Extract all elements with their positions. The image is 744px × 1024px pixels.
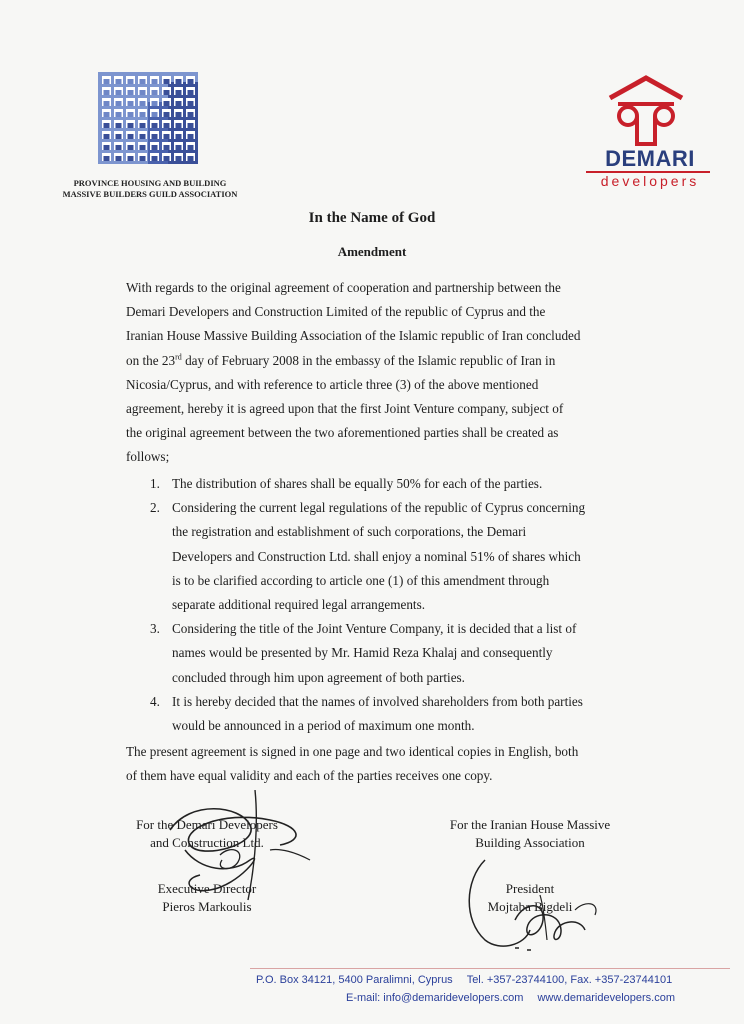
item-line: The distribution of shares shall be equally 50% for each of the parties. [172,476,543,491]
brand-subtitle: developers [600,173,700,189]
logo-window-pane [188,134,194,139]
sig-party-line: and Construction Ltd. [150,835,264,850]
logo-window-pane [128,90,134,95]
document-title: In the Name of God [308,210,436,226]
caption-line-2: MASSIVE BUILDERS GUILD ASSOCIATION [62,189,238,199]
item-line: separate additional required legal arrangements. [172,597,426,613]
logo-window-pane [140,145,146,150]
logo-window-pane [152,156,158,161]
item-number: 2. [150,500,160,516]
item-line: would be announced in a period of maximum one month. [172,718,475,734]
list-item [150,690,630,738]
logo-window-pane [116,156,122,161]
logo-window-pane [176,90,182,95]
logo-window-pane [128,101,134,106]
logo-window-pane [116,90,122,95]
logo-window-pane [188,156,194,161]
housing-association-caption [40,178,260,200]
logo-window-pane [104,112,110,117]
handwritten-signature-right [455,840,615,960]
list-item [150,496,630,617]
logo-window-pane [164,145,170,150]
footer-web-row [346,992,744,1004]
intro-line: agreement, hereby it is agreed upon that the first Joint Venture company, subject of [126,401,564,417]
sig-title: President [505,881,555,896]
logo-window-pane [176,156,182,161]
logo-window-pane [104,123,110,128]
logo-window-pane [116,123,122,128]
logo-window-pane [104,145,110,150]
housing-association-logo [98,72,198,164]
logo-window-pane [176,79,182,84]
logo-window-pane [188,145,194,150]
amendment-items [150,472,630,738]
logo-window-pane [116,79,122,84]
logo-window-pane [164,90,170,95]
logo-window-pane [176,123,182,128]
logo-window-pane [104,79,110,84]
item-line: Developers and Construction Ltd. shall enjoy a nominal 51% of shares which [172,548,581,564]
demari-house-icon [604,74,688,150]
logo-window-pane [164,123,170,128]
footer-divider [250,968,730,969]
sig-party-line: For the Demari Developers [136,817,278,832]
footer-website: www.demaridevelopers.com [537,992,676,1004]
document-subtitle: Amendment [337,244,407,259]
logo-window-pane [140,156,146,161]
intro-date-prefix: on the 23 [126,352,176,368]
intro-line: follows; [126,449,170,465]
closing-line: The present agreement is signed in one page and two identical copies in English, both [126,744,579,759]
footer-phone: Tel. +357-23744100, Fax. +357-23744101 [466,974,673,986]
logo-window-pane [176,112,182,117]
intro-paragraph [126,276,636,470]
logo-window-pane [116,145,122,150]
logo-window-pane [140,112,146,117]
sig-name: Pieros Markoulis [162,899,252,914]
logo-window-pane [152,123,158,128]
item-number: 4. [150,693,160,709]
logo-window-pane [152,134,158,139]
closing-line: of them have equal validity and each of the parties receives one copy. [126,768,493,784]
item-line: Considering the current legal regulations of the republic of Cyprus concerning [172,500,586,516]
closing-paragraph [126,740,636,788]
handwritten-signature-left [130,790,320,910]
logo-window-pane [140,90,146,95]
logo-window-pane [188,90,194,95]
logo-window-pane [128,156,134,161]
logo-window-pane [116,101,122,106]
intro-date-ordinal: rd [175,352,182,362]
logo-window-pane [116,112,122,117]
logo-window-pane [140,134,146,139]
logo-window-pane [188,123,194,128]
logo-window-pane [152,101,158,106]
logo-window-pane [104,134,110,139]
logo-window-pane [152,112,158,117]
item-number: 1. [150,476,160,491]
logo-window-pane [176,145,182,150]
sig-title: Executive Director [157,881,257,896]
logo-window-pane [128,134,134,139]
footer-address: P.O. Box 34121, 5400 Paralimni, Cyprus [256,974,453,986]
logo-window-pane [140,79,146,84]
logo-window-pane [104,101,110,106]
item-line: Considering the title of the Joint Venture Company, it is decided that a list of [172,621,577,637]
intro-line: Demari Developers and Construction Limited of the republic of Cyprus and the [126,304,546,320]
intro-date-suffix: day of February 2008 in the embassy of the Islamic republic of Iran in [181,352,556,368]
logo-window-pane [128,145,134,150]
item-line: the registration and establishment of such corporations, the Demari [172,524,527,540]
item-line: concluded through him upon agreement of both parties. [172,669,465,685]
logo-window-pane [128,112,134,117]
logo-window-pane [164,101,170,106]
list-item [150,617,630,690]
logo-window-pane [188,79,194,84]
logo-window-pane [164,79,170,84]
intro-line: With regards to the original agreement of cooperation and partnership between the [126,280,561,295]
intro-line [126,349,636,373]
logo-window-pane [152,145,158,150]
logo-window-pane [128,79,134,84]
item-line: is to be clarified according to article one (1) of this amendment through [172,572,550,588]
logo-window-pane [116,134,122,139]
logo-window-pane [164,156,170,161]
logo-window-pane [140,123,146,128]
logo-window-pane [104,90,110,95]
logo-window-pane [188,101,194,106]
brand-name: DEMARI [605,146,695,171]
sig-party-line: Building Association [475,835,585,850]
logo-window-pane [128,123,134,128]
item-number: 3. [150,621,160,637]
sig-party-line: For the Iranian House Massive [449,817,611,832]
logo-window-pane [104,156,110,161]
caption-line-1: PROVINCE HOUSING AND BUILDING [73,178,227,188]
sig-name: Mojtaba Bigdeli [487,899,573,914]
logo-window-pane [188,112,194,117]
logo-window-pane [176,101,182,106]
logo-window-pane [152,90,158,95]
intro-line: Iranian House Massive Building Association of the Islamic republic of Iran concluded [126,328,581,344]
footer-email: E-mail: info@demaridevelopers.com [346,992,524,1004]
intro-line: the original agreement between the two aforementioned parties shall be created as [126,425,559,441]
logo-window-pane [140,101,146,106]
list-item [150,472,630,496]
footer-contact-row [256,974,716,986]
logo-window-pane [164,134,170,139]
logo-window-pane [164,112,170,117]
item-line: names would be presented by Mr. Hamid Reza Khalaj and consequently [172,645,553,661]
logo-window-pane [176,134,182,139]
intro-line: Nicosia/Cyprus, and with reference to article three (3) of the above mentioned [126,376,539,392]
logo-window-pane [152,79,158,84]
item-line: It is hereby decided that the names of involved shareholders from both parties [172,693,583,709]
